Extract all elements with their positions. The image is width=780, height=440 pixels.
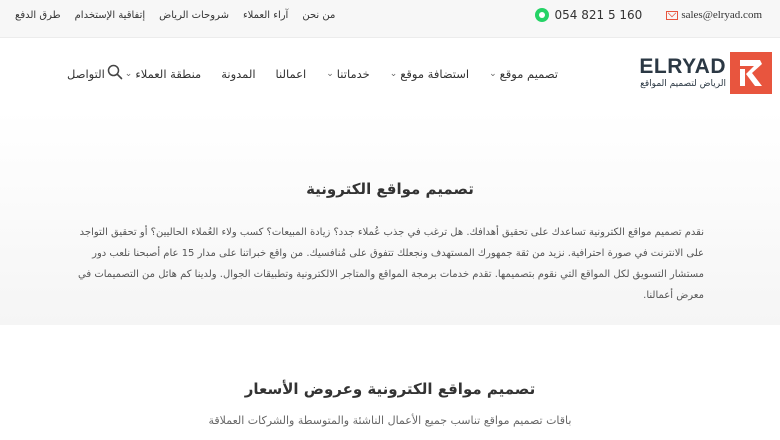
pricing-section xyxy=(0,325,780,440)
logo-name: ELRYAD xyxy=(639,55,726,78)
logo-text xyxy=(639,56,726,90)
nav-item-contact[interactable] xyxy=(67,67,105,81)
main-nav xyxy=(47,67,558,81)
nav-item-label: التواصل xyxy=(67,67,105,81)
pricing-title: تصميم مواقع الكترونية وعروض الأسعار xyxy=(244,380,536,398)
nav-item-label: منطقة العملاء xyxy=(135,67,202,81)
top-contact xyxy=(535,8,762,22)
intro-title: تصميم مواقع الكترونية xyxy=(306,180,474,198)
chevron-down-icon: ⌄ xyxy=(326,69,334,79)
nav-item-client-area[interactable] xyxy=(125,67,201,81)
chevron-down-icon: ⌄ xyxy=(389,69,398,79)
header xyxy=(0,39,780,109)
top-link-about[interactable]: من نحن xyxy=(302,10,336,21)
nav-item-label: استضافة موقع xyxy=(400,67,470,81)
nav-item-website-design[interactable] xyxy=(489,67,558,81)
nav-item-blog[interactable] xyxy=(221,67,255,81)
logo-mark-icon xyxy=(730,52,772,94)
envelope-icon xyxy=(666,11,678,20)
search-icon[interactable] xyxy=(107,64,123,80)
top-bar xyxy=(0,0,780,38)
pricing-subtitle: باقات تصميم مواقع تناسب جميع الأعمال الناشئة والمتوسطة والشركات العملاقة xyxy=(208,414,572,427)
logo[interactable] xyxy=(639,52,772,94)
nav-item-label: تصميم موقع xyxy=(499,67,558,81)
email-address: sales@elryad.com xyxy=(681,9,762,21)
top-link-terms[interactable]: إتفاقية الإستخدام xyxy=(74,10,146,21)
top-link-payment[interactable]: طرق الدفع xyxy=(15,10,61,21)
top-links xyxy=(8,10,342,21)
phone-number: 054 821 5 160 xyxy=(554,8,643,22)
nav-item-hosting[interactable] xyxy=(390,67,469,81)
top-link-tutorials[interactable]: شروحات الرياض xyxy=(159,10,229,21)
intro-section xyxy=(0,110,780,325)
nav-item-label: المدونة xyxy=(221,67,256,81)
nav-item-label: خدماتنا xyxy=(336,67,370,81)
email-link[interactable] xyxy=(666,9,762,21)
chevron-down-icon: ⌄ xyxy=(124,69,133,79)
intro-body: نقدم تصميم مواقع الكترونية تساعدك على تحقيق أهدافك. هل ترغب في جذب عُملاء جدد؟ زيادة المبيعات؟ كسب ولاء العُملاء الحاليين؟ أو تحقيق التواجد على الانترنت في صورة احترافية. نزيد من ثقة جمهورك المستهدف ونجعلك تتفوق على مُنافسيك. من واقع خبراتنا على مدار 15 عام أصبحنا نلعب دور مستشار التسويق لكل المواقع التي نقوم بتصميمها. تقدم خدمات برمجة المواقع والمتاجر الالكترونية وتطبيقات الجوال. ولدينا كم هائل من التصميمات في معرض أعمالنا. xyxy=(78,227,704,301)
nav-item-portfolio[interactable] xyxy=(276,67,307,81)
phone-link[interactable] xyxy=(535,8,643,22)
whatsapp-icon xyxy=(535,8,549,22)
nav-item-services[interactable] xyxy=(326,67,370,81)
top-link-reviews[interactable]: آراء العملاء xyxy=(242,10,289,21)
logo-tagline: الرياض لتصميم المواقع xyxy=(640,79,726,89)
chevron-down-icon: ⌄ xyxy=(489,69,497,79)
nav-item-label: اعمالنا xyxy=(275,67,307,81)
